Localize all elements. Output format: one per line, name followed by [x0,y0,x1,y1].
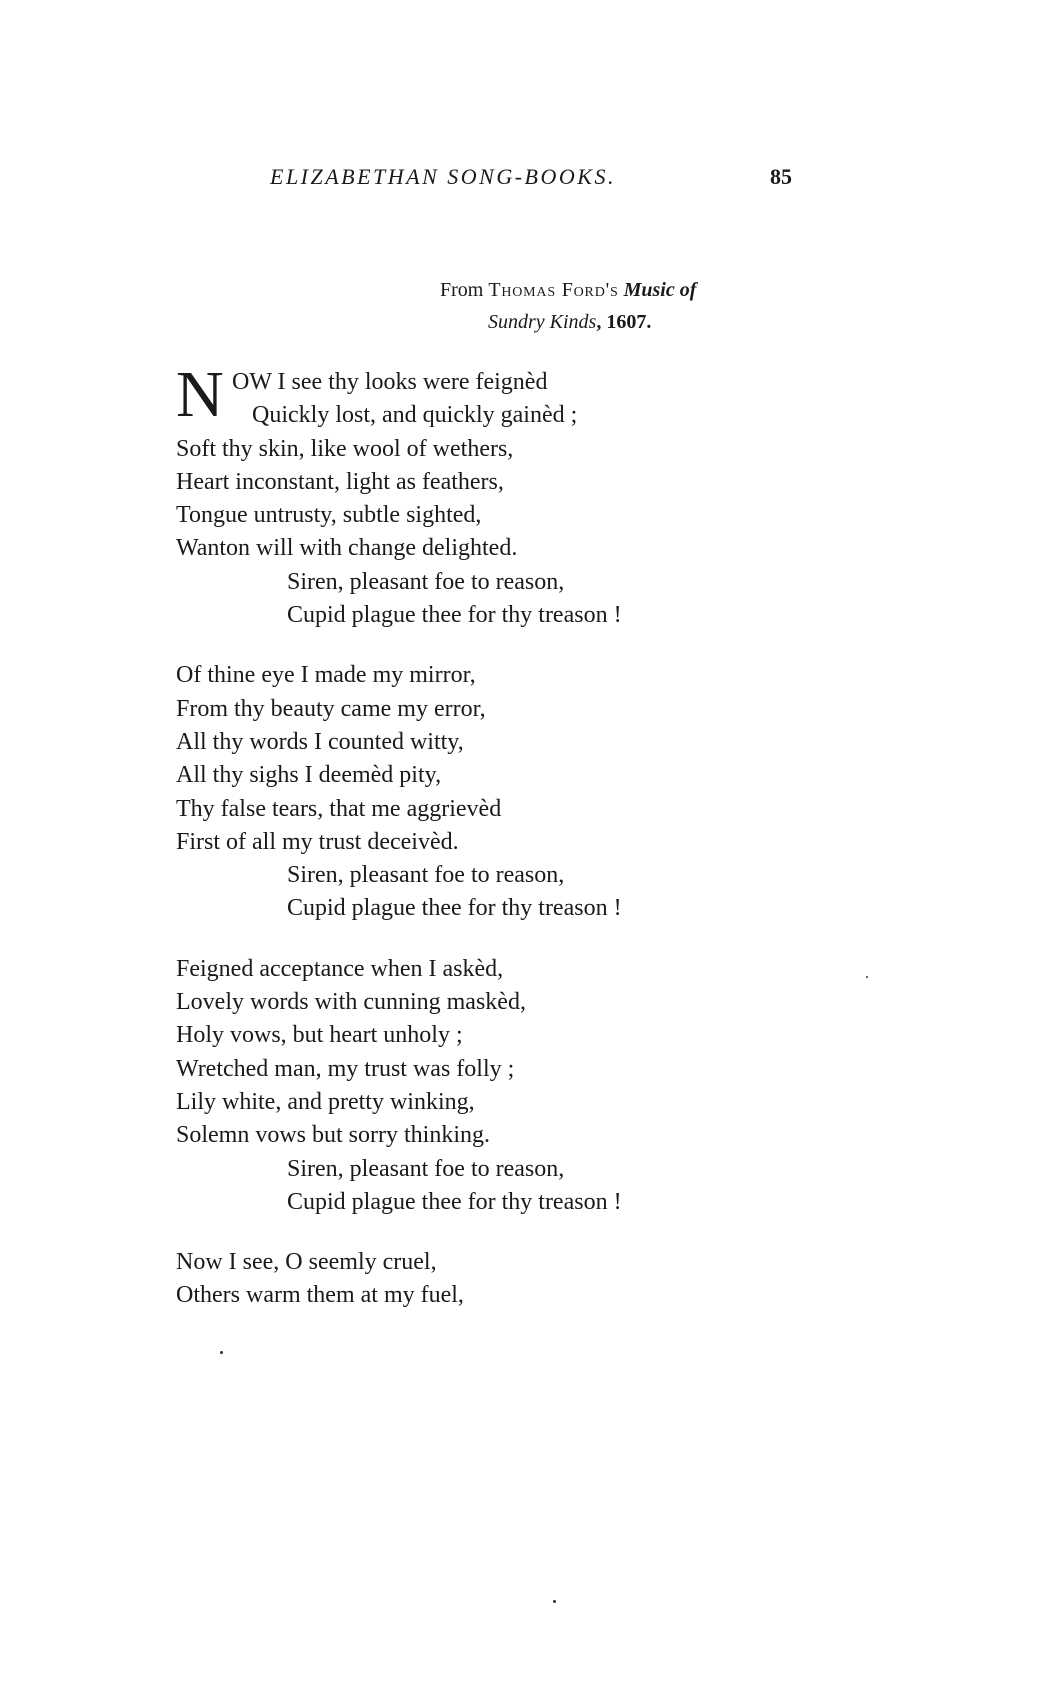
refrain-line: Cupid plague thee for thy treason ! [287,1188,622,1215]
refrain-line: Siren, pleasant foe to reason, [287,1155,565,1182]
poem-line: Wretched man, my trust was folly ; [176,1055,515,1082]
poem-line: Of thine eye I made my mirror, [176,662,476,689]
stanza-2 [176,659,896,925]
print-speck [220,1351,223,1354]
running-title: ELIZABETHAN SONG-BOOKS. [270,164,616,189]
refrain-line: Siren, pleasant foe to reason, [287,862,565,889]
source-prefix: From [440,279,489,301]
poem-line: Holy vows, but heart unholy ; [176,1022,463,1049]
poem-line: All thy sighs I deemèd pity, [176,762,442,789]
poem-line: From thy beauty came my error, [176,695,486,722]
poem-line: Wanton will with change delighted. [176,535,518,562]
stanza-4 [176,1246,896,1313]
print-speck [866,976,868,978]
poem-line: Others warm them at my fuel, [176,1282,464,1309]
poem-line: First of all my trust deceivèd. [176,828,459,855]
stanza-1 [176,358,896,632]
print-speck [553,1600,556,1603]
poem-line: Lily white, and pretty winking, [176,1088,475,1115]
source-work-part1: Music of [623,279,697,301]
poem-line: Heart inconstant, light as feathers, [176,468,504,495]
source-year: , 1607. [596,311,652,333]
poem-line: Now I see, O seemly cruel, [176,1249,437,1276]
poem-line: OW I see thy looks were feignèd [232,369,548,395]
poem-line: Tongue untrusty, subtle sighted, [176,502,482,529]
source-line-2 [440,306,840,338]
page-number: 85 [770,164,792,189]
poem-line: Quickly lost, and quickly gainèd ; [252,402,578,429]
refrain-line: Cupid plague thee for thy treason ! [287,895,622,922]
source-attribution [440,274,840,338]
poem-line: Lovely words with cunning maskèd, [176,989,526,1016]
poem-line: Soft thy skin, like wool of wethers, [176,435,514,462]
stanza-3 [176,953,896,1219]
drop-cap: N [176,358,224,431]
poem-line: Feigned acceptance when I askèd, [176,955,504,982]
running-head [0,164,1061,198]
refrain-line: Siren, pleasant foe to reason, [287,568,565,595]
poem-line: All thy words I counted witty, [176,728,464,755]
source-line-1 [440,274,840,306]
poem [176,358,896,1340]
source-author: Thomas Ford's [488,279,619,301]
refrain-line: Cupid plague thee for thy treason ! [287,602,622,629]
source-work-part2: Sundry Kinds [488,311,597,333]
poem-line: Solemn vows but sorry thinking. [176,1122,491,1149]
poem-line: Thy false tears, that me aggrievèd [176,795,502,822]
